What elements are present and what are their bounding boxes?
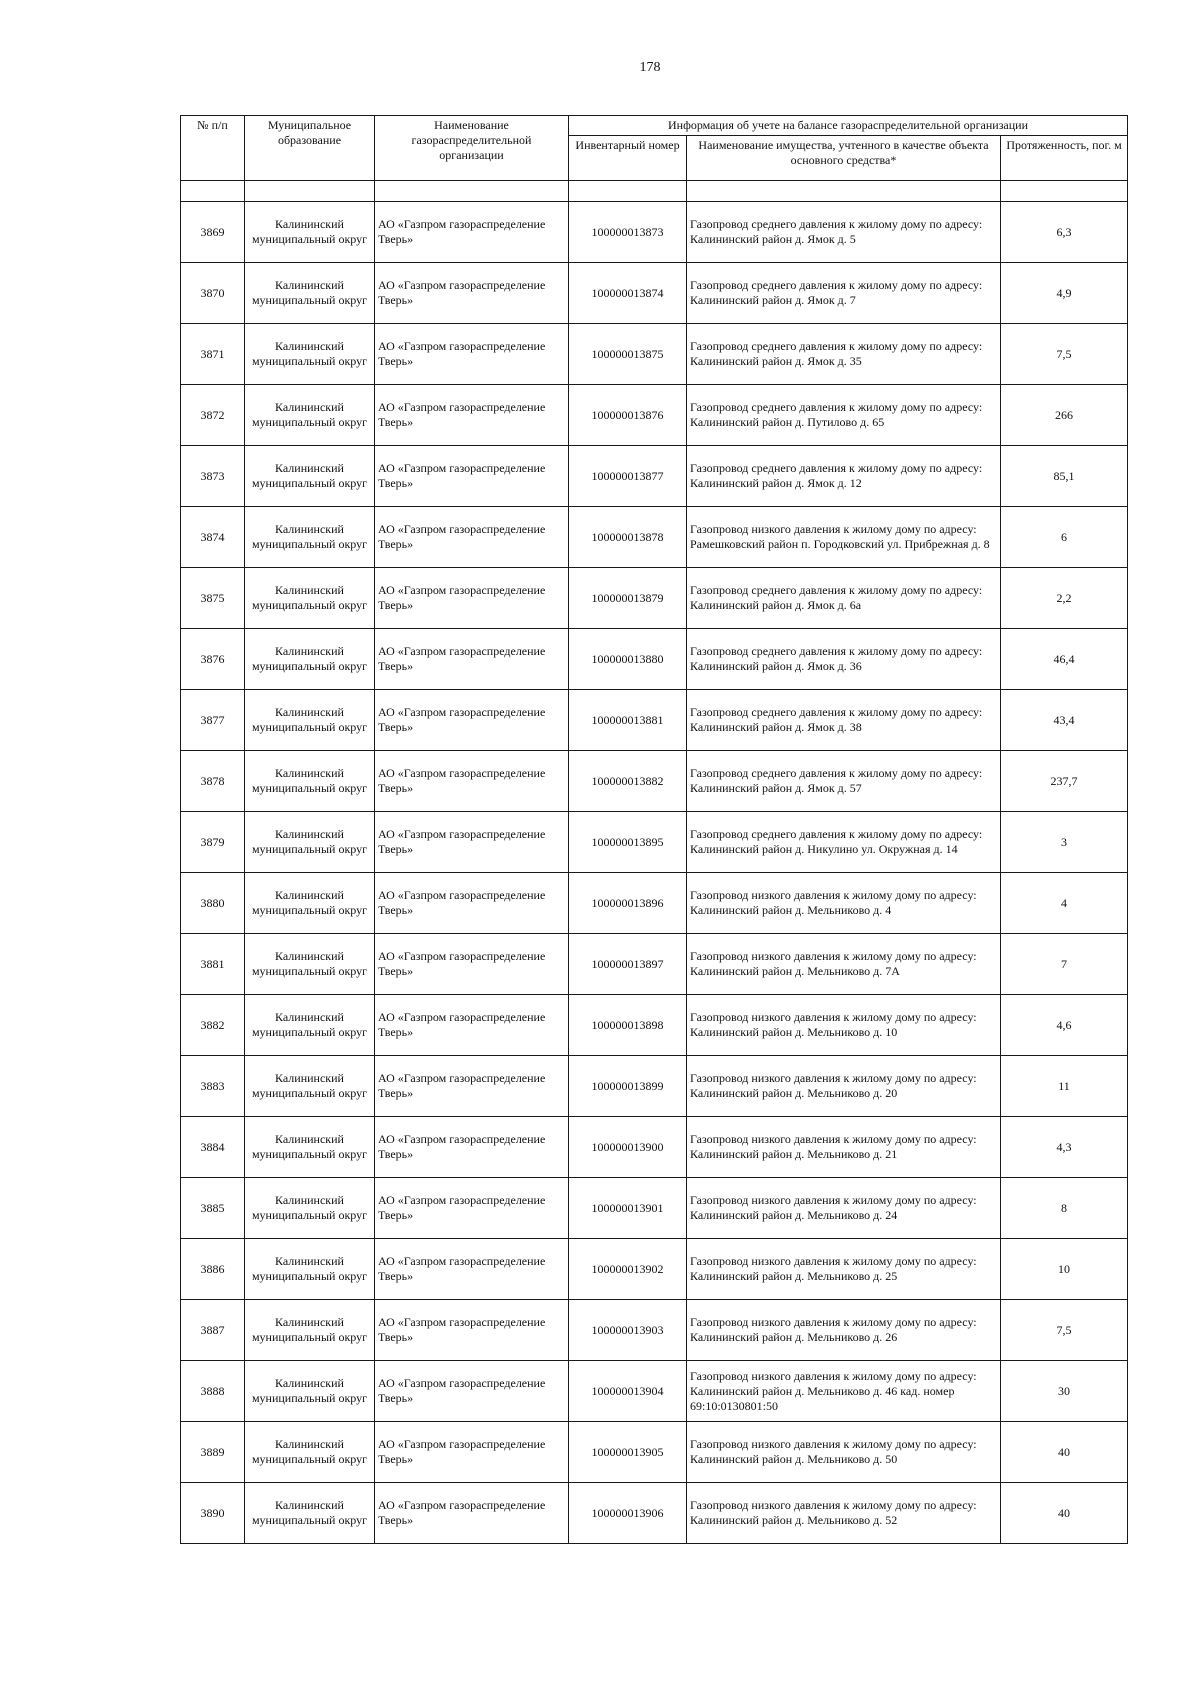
table-row (181, 1178, 1128, 1239)
table-row (181, 507, 1128, 568)
municipality-cell: Калининский муниципальный округ (245, 1483, 375, 1544)
length-cell: 4,3 (1001, 1117, 1128, 1178)
organization-cell: АО «Газпром газораспределение Тверь» (375, 751, 569, 812)
asset-description-cell: Газопровод низкого давления к жилому дому по адресу: Калининский район д. Мельниково д. 4 (687, 873, 1001, 934)
municipality-cell: Калининский муниципальный округ (245, 1300, 375, 1361)
header-asset: Наименование имущества, учтенного в качестве объекта основного средства* (687, 136, 1001, 181)
row-number: 3870 (181, 263, 245, 324)
length-cell: 237,7 (1001, 751, 1128, 812)
inventory-number-cell: 100000013903 (569, 1300, 687, 1361)
length-cell: 43,4 (1001, 690, 1128, 751)
length-cell: 30 (1001, 1361, 1128, 1422)
row-number: 3874 (181, 507, 245, 568)
asset-description-cell: Газопровод низкого давления к жилому дому по адресу: Калининский район д. Мельниково д. 7А (687, 934, 1001, 995)
header-inventory: Инвентарный номер (569, 136, 687, 181)
inventory-number-cell: 100000013874 (569, 263, 687, 324)
asset-description-cell: Газопровод низкого давления к жилому дому по адресу: Калининский район д. Мельниково д. 24 (687, 1178, 1001, 1239)
row-number: 3871 (181, 324, 245, 385)
length-cell: 10 (1001, 1239, 1128, 1300)
header-org: Наименование газораспределительной организации (375, 116, 569, 181)
municipality-cell: Калининский муниципальный округ (245, 446, 375, 507)
length-cell: 46,4 (1001, 629, 1128, 690)
table-row (181, 1056, 1128, 1117)
gas-pipeline-registry-table (180, 115, 1128, 1544)
header-num: № п/п (181, 116, 245, 181)
table-row (181, 324, 1128, 385)
length-cell: 40 (1001, 1422, 1128, 1483)
organization-cell: АО «Газпром газораспределение Тверь» (375, 629, 569, 690)
row-number: 3885 (181, 1178, 245, 1239)
organization-cell: АО «Газпром газораспределение Тверь» (375, 873, 569, 934)
inventory-number-cell: 100000013902 (569, 1239, 687, 1300)
organization-cell: АО «Газпром газораспределение Тверь» (375, 812, 569, 873)
table-row (181, 263, 1128, 324)
organization-cell: АО «Газпром газораспределение Тверь» (375, 995, 569, 1056)
asset-description-cell: Газопровод низкого давления к жилому дому по адресу: Калининский район д. Мельниково д. 26 (687, 1300, 1001, 1361)
table-row (181, 1117, 1128, 1178)
asset-description-cell: Газопровод среднего давления к жилому дому по адресу: Калининский район д. Ямок д. 5 (687, 202, 1001, 263)
municipality-cell: Калининский муниципальный округ (245, 1239, 375, 1300)
inventory-number-cell: 100000013901 (569, 1178, 687, 1239)
asset-description-cell: Газопровод низкого давления к жилому дому по адресу: Калининский район д. Мельниково д. 25 (687, 1239, 1001, 1300)
inventory-number-cell: 100000013897 (569, 934, 687, 995)
row-number: 3884 (181, 1117, 245, 1178)
asset-description-cell: Газопровод низкого давления к жилому дому по адресу: Калининский район д. Мельниково д. 46 кад. номер 69:10:0130801:50 (687, 1361, 1001, 1422)
municipality-cell: Калининский муниципальный округ (245, 751, 375, 812)
municipality-cell: Калининский муниципальный округ (245, 202, 375, 263)
organization-cell: АО «Газпром газораспределение Тверь» (375, 1178, 569, 1239)
table-row (181, 629, 1128, 690)
municipality-cell: Калининский муниципальный округ (245, 812, 375, 873)
inventory-number-cell: 100000013873 (569, 202, 687, 263)
table-row (181, 751, 1128, 812)
organization-cell: АО «Газпром газораспределение Тверь» (375, 446, 569, 507)
row-number: 3880 (181, 873, 245, 934)
row-number: 3869 (181, 202, 245, 263)
table-row (181, 1361, 1128, 1422)
municipality-cell: Калининский муниципальный округ (245, 568, 375, 629)
table-row (181, 1239, 1128, 1300)
municipality-cell: Калининский муниципальный округ (245, 1056, 375, 1117)
asset-description-cell: Газопровод низкого давления к жилому дому по адресу: Калининский район д. Мельниково д. 52 (687, 1483, 1001, 1544)
inventory-number-cell: 100000013906 (569, 1483, 687, 1544)
table-row (181, 934, 1128, 995)
organization-cell: АО «Газпром газораспределение Тверь» (375, 202, 569, 263)
length-cell: 4,6 (1001, 995, 1128, 1056)
asset-description-cell: Газопровод среднего давления к жилому дому по адресу: Калининский район д. Ямок д. 38 (687, 690, 1001, 751)
row-number: 3877 (181, 690, 245, 751)
table-row (181, 690, 1128, 751)
row-number: 3876 (181, 629, 245, 690)
inventory-number-cell: 100000013879 (569, 568, 687, 629)
asset-description-cell: Газопровод среднего давления к жилому дому по адресу: Калининский район д. Ямок д. 36 (687, 629, 1001, 690)
row-number: 3873 (181, 446, 245, 507)
inventory-number-cell: 100000013896 (569, 873, 687, 934)
table-row (181, 202, 1128, 263)
municipality-cell: Калининский муниципальный округ (245, 1117, 375, 1178)
length-cell: 8 (1001, 1178, 1128, 1239)
organization-cell: АО «Газпром газораспределение Тверь» (375, 1483, 569, 1544)
asset-description-cell: Газопровод низкого давления к жилому дому по адресу: Калининский район д. Мельниково д. 21 (687, 1117, 1001, 1178)
asset-description-cell: Газопровод среднего давления к жилому дому по адресу: Калининский район д. Ямок д. 57 (687, 751, 1001, 812)
municipality-cell: Калининский муниципальный округ (245, 934, 375, 995)
asset-description-cell: Газопровод среднего давления к жилому дому по адресу: Калининский район д. Ямок д. 7 (687, 263, 1001, 324)
row-number: 3883 (181, 1056, 245, 1117)
row-number: 3887 (181, 1300, 245, 1361)
inventory-number-cell: 100000013880 (569, 629, 687, 690)
organization-cell: АО «Газпром газораспределение Тверь» (375, 1422, 569, 1483)
row-number: 3888 (181, 1361, 245, 1422)
table-row (181, 995, 1128, 1056)
municipality-cell: Калининский муниципальный округ (245, 995, 375, 1056)
row-number: 3879 (181, 812, 245, 873)
inventory-number-cell: 100000013899 (569, 1056, 687, 1117)
length-cell: 4 (1001, 873, 1128, 934)
inventory-number-cell: 100000013875 (569, 324, 687, 385)
length-cell: 7,5 (1001, 1300, 1128, 1361)
length-cell: 2,2 (1001, 568, 1128, 629)
organization-cell: АО «Газпром газораспределение Тверь» (375, 1056, 569, 1117)
inventory-number-cell: 100000013881 (569, 690, 687, 751)
municipality-cell: Калининский муниципальный округ (245, 1422, 375, 1483)
municipality-cell: Калининский муниципальный округ (245, 629, 375, 690)
row-number: 3881 (181, 934, 245, 995)
inventory-number-cell: 100000013900 (569, 1117, 687, 1178)
organization-cell: АО «Газпром газораспределение Тверь» (375, 568, 569, 629)
header-length: Протяженность, пог. м (1001, 136, 1128, 181)
organization-cell: АО «Газпром газораспределение Тверь» (375, 934, 569, 995)
row-number: 3878 (181, 751, 245, 812)
table-row (181, 812, 1128, 873)
length-cell: 40 (1001, 1483, 1128, 1544)
organization-cell: АО «Газпром газораспределение Тверь» (375, 690, 569, 751)
row-number: 3890 (181, 1483, 245, 1544)
asset-description-cell: Газопровод низкого давления к жилому дому по адресу: Калининский район д. Мельниково д. 10 (687, 995, 1001, 1056)
organization-cell: АО «Газпром газораспределение Тверь» (375, 324, 569, 385)
length-cell: 7 (1001, 934, 1128, 995)
table-row (181, 1483, 1128, 1544)
inventory-number-cell: 100000013882 (569, 751, 687, 812)
length-cell: 6 (1001, 507, 1128, 568)
row-number: 3889 (181, 1422, 245, 1483)
asset-description-cell: Газопровод среднего давления к жилому дому по адресу: Калининский район д. Ямок д. 12 (687, 446, 1001, 507)
length-cell: 3 (1001, 812, 1128, 873)
asset-description-cell: Газопровод среднего давления к жилому дому по адресу: Калининский район д. Ямок д. 35 (687, 324, 1001, 385)
length-cell: 7,5 (1001, 324, 1128, 385)
organization-cell: АО «Газпром газораспределение Тверь» (375, 507, 569, 568)
inventory-number-cell: 100000013878 (569, 507, 687, 568)
row-number: 3875 (181, 568, 245, 629)
page-number: 178 (639, 60, 661, 75)
asset-description-cell: Газопровод среднего давления к жилому дому по адресу: Калининский район д. Никулино ул. Окружная д. 14 (687, 812, 1001, 873)
organization-cell: АО «Газпром газораспределение Тверь» (375, 1117, 569, 1178)
asset-description-cell: Газопровод среднего давления к жилому дому по адресу: Калининский район д. Путилово д. 65 (687, 385, 1001, 446)
length-cell: 266 (1001, 385, 1128, 446)
organization-cell: АО «Газпром газораспределение Тверь» (375, 1300, 569, 1361)
municipality-cell: Калининский муниципальный округ (245, 263, 375, 324)
municipality-cell: Калининский муниципальный округ (245, 690, 375, 751)
asset-description-cell: Газопровод низкого давления к жилому дому по адресу: Калининский район д. Мельниково д. 20 (687, 1056, 1001, 1117)
length-cell: 11 (1001, 1056, 1128, 1117)
inventory-number-cell: 100000013905 (569, 1422, 687, 1483)
inventory-number-cell: 100000013895 (569, 812, 687, 873)
organization-cell: АО «Газпром газораспределение Тверь» (375, 1239, 569, 1300)
length-cell: 6,3 (1001, 202, 1128, 263)
inventory-number-cell: 100000013904 (569, 1361, 687, 1422)
row-number: 3872 (181, 385, 245, 446)
length-cell: 85,1 (1001, 446, 1128, 507)
table-row (181, 1300, 1128, 1361)
table-row (181, 873, 1128, 934)
table-row (181, 1422, 1128, 1483)
asset-description-cell: Газопровод низкого давления к жилому дому по адресу: Рамешковский район п. Городковский ул. Прибрежная д. 8 (687, 507, 1001, 568)
municipality-cell: Калининский муниципальный округ (245, 873, 375, 934)
municipality-cell: Калининский муниципальный округ (245, 507, 375, 568)
municipality-cell: Калининский муниципальный округ (245, 1361, 375, 1422)
row-number: 3886 (181, 1239, 245, 1300)
header-municipality: Муниципальное образование (245, 116, 375, 181)
inventory-number-cell: 100000013877 (569, 446, 687, 507)
municipality-cell: Калининский муниципальный округ (245, 385, 375, 446)
asset-description-cell: Газопровод среднего давления к жилому дому по адресу: Калининский район д. Ямок д. 6а (687, 568, 1001, 629)
header-info-group: Информация об учете на балансе газораспределительной организации (569, 116, 1128, 136)
municipality-cell: Калининский муниципальный округ (245, 1178, 375, 1239)
row-number: 3882 (181, 995, 245, 1056)
organization-cell: АО «Газпром газораспределение Тверь» (375, 263, 569, 324)
organization-cell: АО «Газпром газораспределение Тверь» (375, 1361, 569, 1422)
inventory-number-cell: 100000013876 (569, 385, 687, 446)
table-row (181, 568, 1128, 629)
organization-cell: АО «Газпром газораспределение Тверь» (375, 385, 569, 446)
table-body (181, 202, 1128, 1544)
length-cell: 4,9 (1001, 263, 1128, 324)
municipality-cell: Калининский муниципальный округ (245, 324, 375, 385)
table-row (181, 385, 1128, 446)
table-row (181, 446, 1128, 507)
inventory-number-cell: 100000013898 (569, 995, 687, 1056)
asset-description-cell: Газопровод низкого давления к жилому дому по адресу: Калининский район д. Мельниково д. 50 (687, 1422, 1001, 1483)
